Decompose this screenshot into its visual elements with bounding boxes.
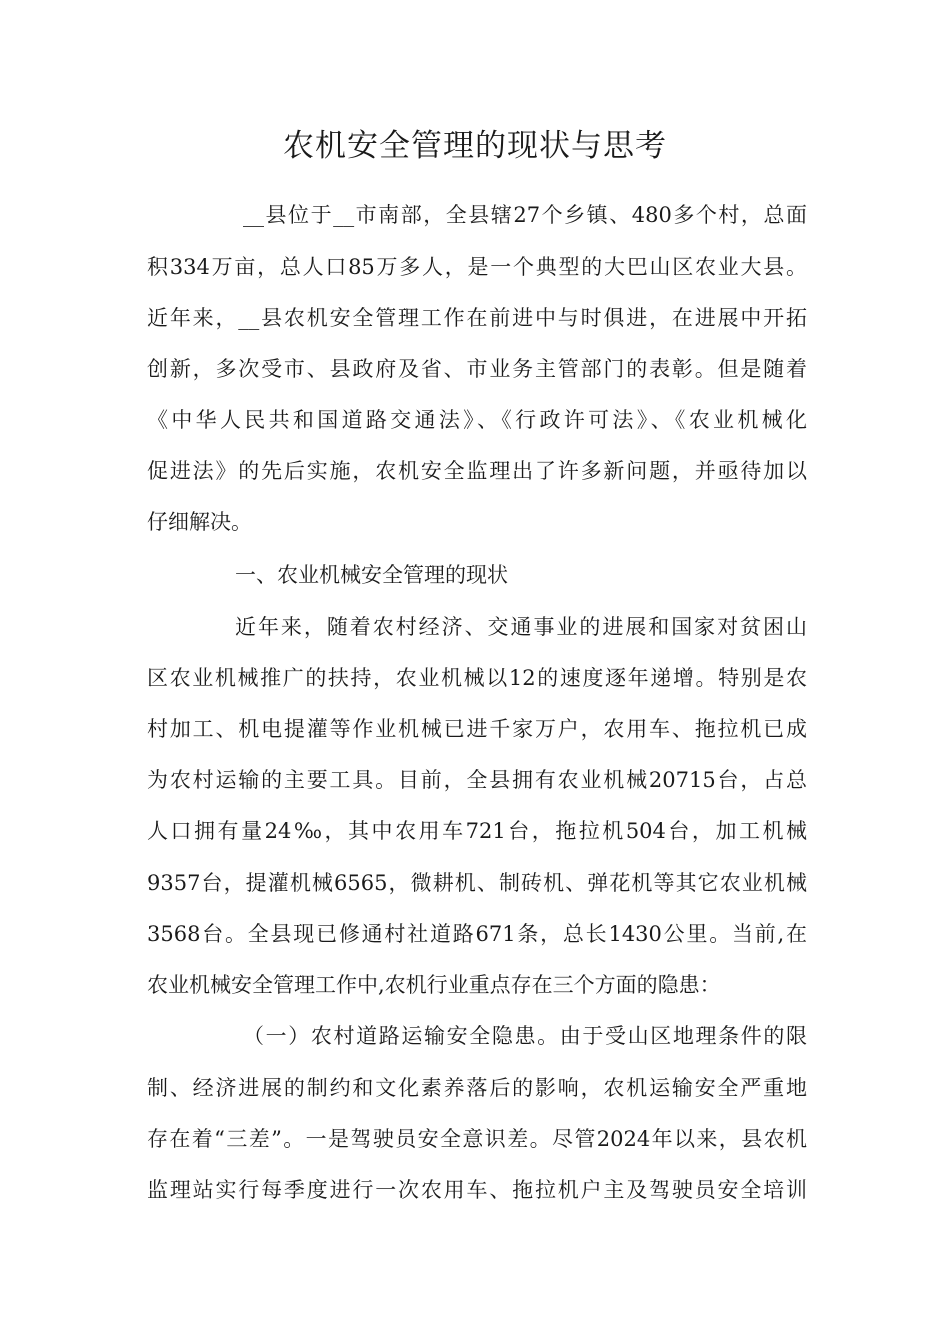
paragraph-line: __县位于__市南部，全县辖27个乡镇、480多个村，总面 bbox=[243, 203, 807, 227]
section-heading: 一、农业机械安全管理的现状 bbox=[235, 563, 508, 587]
paragraph-line: 积334万亩，总人口85万多人，是一个典型的大巴山区农业大县。 bbox=[147, 255, 807, 279]
paragraph-line: 存在着“三差”。一是驾驶员安全意识差。尽管2024年以来，县农机 bbox=[147, 1127, 807, 1151]
paragraph-line: 3568台。全县现已修通村社道路671条，总长1430公里。当前,在 bbox=[147, 922, 807, 946]
paragraph-line: 监理站实行每季度进行一次农用车、拖拉机户主及驾驶员安全培训 bbox=[147, 1178, 807, 1202]
paragraph-line: 创新，多次受市、县政府及省、市业务主管部门的表彰。但是随着 bbox=[147, 357, 807, 381]
document-title: 农机安全管理的现状与思考 bbox=[283, 128, 667, 164]
paragraph-line: 农业机械安全管理工作中,农机行业重点存在三个方面的隐患： bbox=[147, 973, 721, 997]
paragraph-line: 仔细解决。 bbox=[147, 510, 252, 534]
paragraph-line: 人口拥有量24‰，其中农用车721台，拖拉机504台，加工机械 bbox=[147, 819, 807, 843]
subsection-line: （一）农村道路运输安全隐患。由于受山区地理条件的限 bbox=[243, 1024, 807, 1048]
paragraph-line: 近年来，__县农机安全管理工作在前进中与时俱进，在进展中开拓 bbox=[147, 306, 807, 330]
paragraph-line: 《中华人民共和国道路交通法》、《行政许可法》、《农业机械化 bbox=[147, 408, 807, 432]
paragraph-line: 村加工、机电提灌等作业机械已进千家万户，农用车、拖拉机已成 bbox=[147, 717, 807, 741]
paragraph-line: 区农业机械推广的扶持，农业机械以12的速度逐年递增。特别是农 bbox=[147, 666, 807, 690]
paragraph-line: 促进法》的先后实施，农机安全监理出了许多新问题，并亟待加以 bbox=[147, 459, 807, 483]
paragraph-line: 为农村运输的主要工具。目前，全县拥有农业机械20715台，占总 bbox=[147, 768, 807, 792]
paragraph-line: 制、经济进展的制约和文化素养落后的影响，农机运输安全严重地 bbox=[147, 1076, 807, 1100]
paragraph-line: 9357台，提灌机械6565，微耕机、制砖机、弹花机等其它农业机械 bbox=[147, 871, 807, 895]
paragraph-line: 近年来，随着农村经济、交通事业的进展和国家对贫困山 bbox=[235, 615, 807, 639]
